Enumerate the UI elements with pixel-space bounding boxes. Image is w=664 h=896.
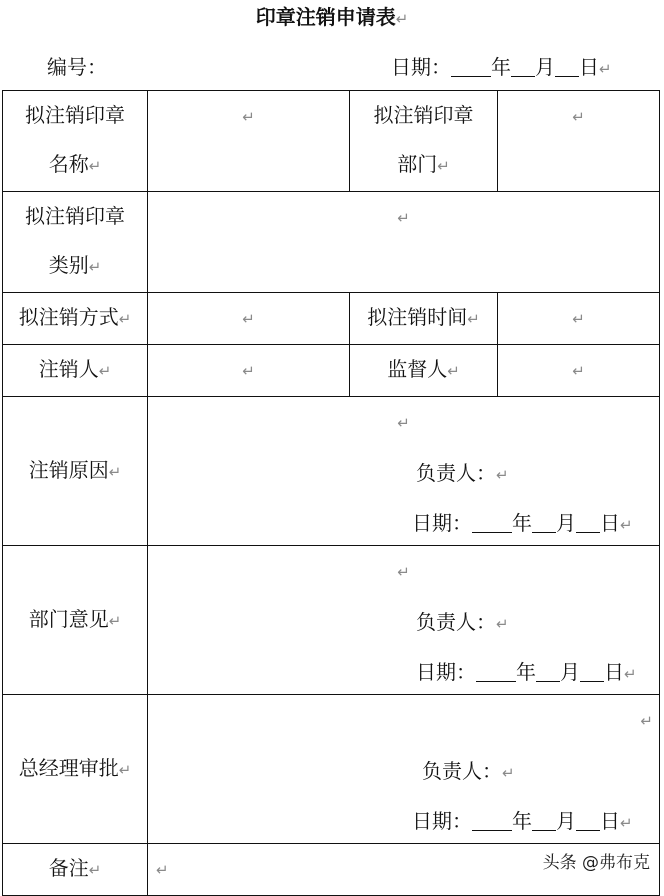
dept-opinion-field[interactable]: ↵ 负责人：↵ 日期： 年 月 日↵ — [148, 546, 660, 695]
reason-field[interactable]: ↵ 负责人：↵ 日期： 年 月 日↵ — [148, 397, 660, 546]
dept-opinion-label: 部门意见↵ — [3, 546, 148, 695]
application-table — [2, 90, 660, 896]
gm-approval-label: 总经理审批↵ — [3, 695, 148, 844]
time-field[interactable]: ↵ — [498, 293, 660, 345]
canceller-field[interactable]: ↵ — [148, 345, 350, 397]
supervisor-label: 监督人↵ — [350, 345, 498, 397]
form-title: 印章注销申请表↵ — [255, 5, 409, 29]
category-label: 拟注销印章 类别↵ — [3, 192, 148, 293]
category-field[interactable]: ↵ — [148, 192, 660, 293]
reason-label: 注销原因↵ — [3, 397, 148, 546]
gm-approval-field[interactable]: ↵ 负责人：↵ 日期： 年 月 日↵ — [148, 695, 660, 844]
dept-label: 拟注销印章 部门↵ — [350, 91, 498, 192]
gm-date: 日期： 年 月 日↵ — [412, 809, 633, 833]
reason-date: 日期： 年 月 日↵ — [412, 511, 633, 535]
header-date: 日期： 年 月 日↵ — [391, 55, 612, 79]
method-field[interactable]: ↵ — [148, 293, 350, 345]
gm-responsible: 负责人：↵ — [422, 759, 515, 783]
seal-name-field[interactable]: ↵ — [148, 91, 350, 192]
dept-field[interactable]: ↵ — [498, 91, 660, 192]
canceller-label: 注销人↵ — [3, 345, 148, 397]
watermark: 头条 @弗布克 — [542, 853, 650, 873]
supervisor-field[interactable]: ↵ — [498, 345, 660, 397]
time-label: 拟注销时间↵ — [350, 293, 498, 345]
seal-name-label: 拟注销印章 名称↵ — [3, 91, 148, 192]
dept-opinion-responsible: 负责人：↵ — [416, 610, 509, 634]
remarks-label: 备注↵ — [3, 844, 148, 896]
dept-opinion-date: 日期： 年 月 日↵ — [416, 660, 637, 684]
method-label: 拟注销方式↵ — [3, 293, 148, 345]
remarks-field[interactable]: ↵ — [148, 844, 660, 896]
reason-responsible: 负责人：↵ — [416, 461, 509, 485]
number-label: 编号： — [47, 55, 107, 79]
